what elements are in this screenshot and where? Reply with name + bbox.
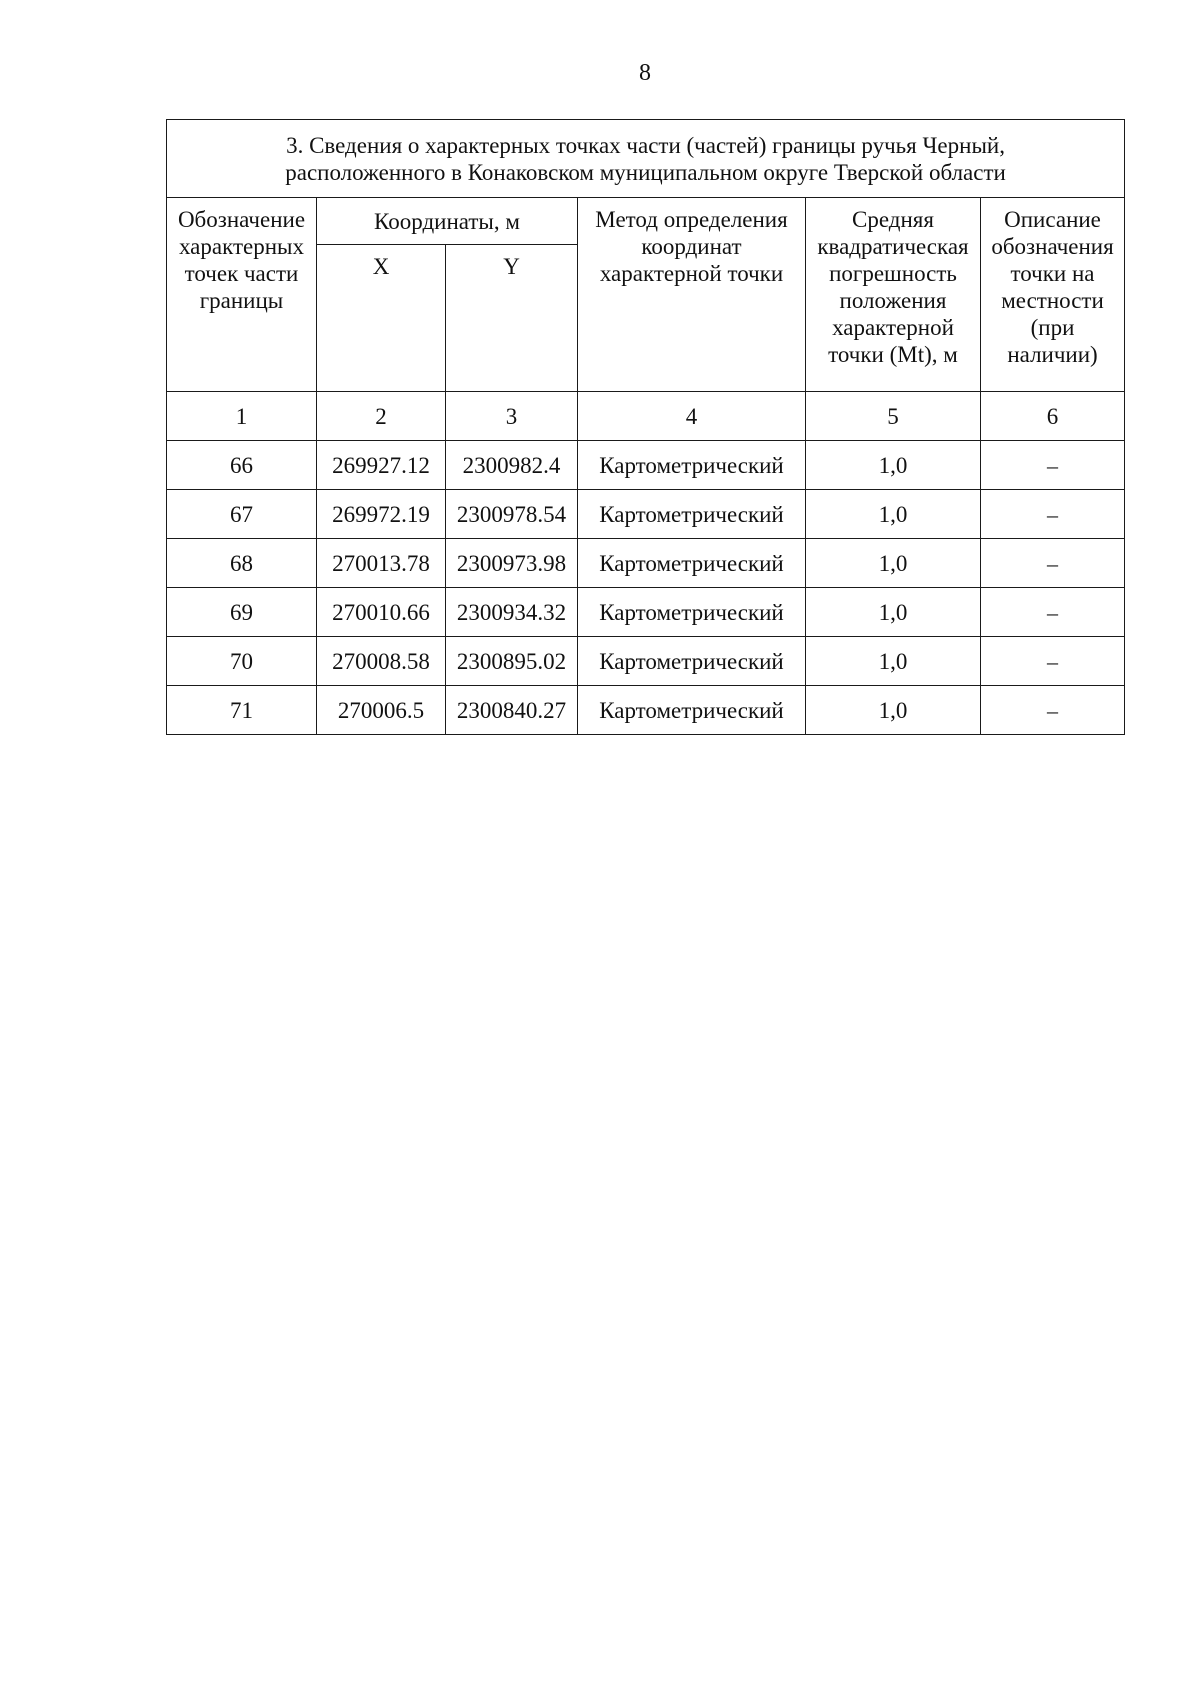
header-x: X [317, 245, 446, 392]
column-number: 1 [167, 392, 317, 441]
mean-error: 1,0 [806, 686, 981, 735]
point-id: 70 [167, 637, 317, 686]
boundary-points-table [166, 119, 1125, 735]
table-row [167, 539, 1125, 588]
coord-x: 270008.58 [317, 637, 446, 686]
description: – [981, 441, 1125, 490]
method: Картометрический [578, 441, 806, 490]
mean-error: 1,0 [806, 637, 981, 686]
header-method: Метод определения координат характерной точки [578, 198, 806, 392]
table-row [167, 686, 1125, 735]
point-id: 68 [167, 539, 317, 588]
column-number: 6 [981, 392, 1125, 441]
description: – [981, 588, 1125, 637]
point-id: 69 [167, 588, 317, 637]
method: Картометрический [578, 539, 806, 588]
coord-x: 269972.19 [317, 490, 446, 539]
table-caption-line-2: расположенного в Конаковском муниципальном округе Тверской области [285, 159, 1006, 185]
column-number: 4 [578, 392, 806, 441]
coord-y: 2300978.54 [446, 490, 578, 539]
table-row [167, 588, 1125, 637]
method: Картометрический [578, 490, 806, 539]
column-number: 5 [806, 392, 981, 441]
point-id: 67 [167, 490, 317, 539]
method: Картометрический [578, 637, 806, 686]
table-row [167, 441, 1125, 490]
table-caption-line-1: 3. Сведения о характерных точках части (частей) границы ручья Черный, [286, 132, 1005, 158]
description: – [981, 539, 1125, 588]
coord-x: 270010.66 [317, 588, 446, 637]
method: Картометрический [578, 686, 806, 735]
point-id: 71 [167, 686, 317, 735]
method: Картометрический [578, 588, 806, 637]
point-id: 66 [167, 441, 317, 490]
coord-y: 2300895.02 [446, 637, 578, 686]
column-number: 3 [446, 392, 578, 441]
description: – [981, 637, 1125, 686]
description: – [981, 686, 1125, 735]
column-number-row [167, 392, 1125, 441]
mean-error: 1,0 [806, 588, 981, 637]
header-point-designation: Обозначение характерных точек части границы [167, 198, 317, 392]
description: – [981, 490, 1125, 539]
coord-y: 2300840.27 [446, 686, 578, 735]
column-number: 2 [317, 392, 446, 441]
mean-error: 1,0 [806, 490, 981, 539]
coord-y: 2300973.98 [446, 539, 578, 588]
mean-error: 1,0 [806, 539, 981, 588]
mean-error: 1,0 [806, 441, 981, 490]
header-description: Описание обозначения точки на местности (при наличии) [981, 198, 1125, 392]
table-row [167, 637, 1125, 686]
header-coordinates: Координаты, м [317, 198, 578, 245]
coord-x: 270006.5 [317, 686, 446, 735]
table-caption [167, 120, 1125, 198]
header-mean-error: Средняя квадратическая погрешность положения характерной точки (Mt), м [806, 198, 981, 392]
coord-y: 2300934.32 [446, 588, 578, 637]
coord-x: 269927.12 [317, 441, 446, 490]
coord-x: 270013.78 [317, 539, 446, 588]
table-row [167, 490, 1125, 539]
coord-y: 2300982.4 [446, 441, 578, 490]
header-y: Y [446, 245, 578, 392]
page-number: 8 [639, 60, 651, 86]
